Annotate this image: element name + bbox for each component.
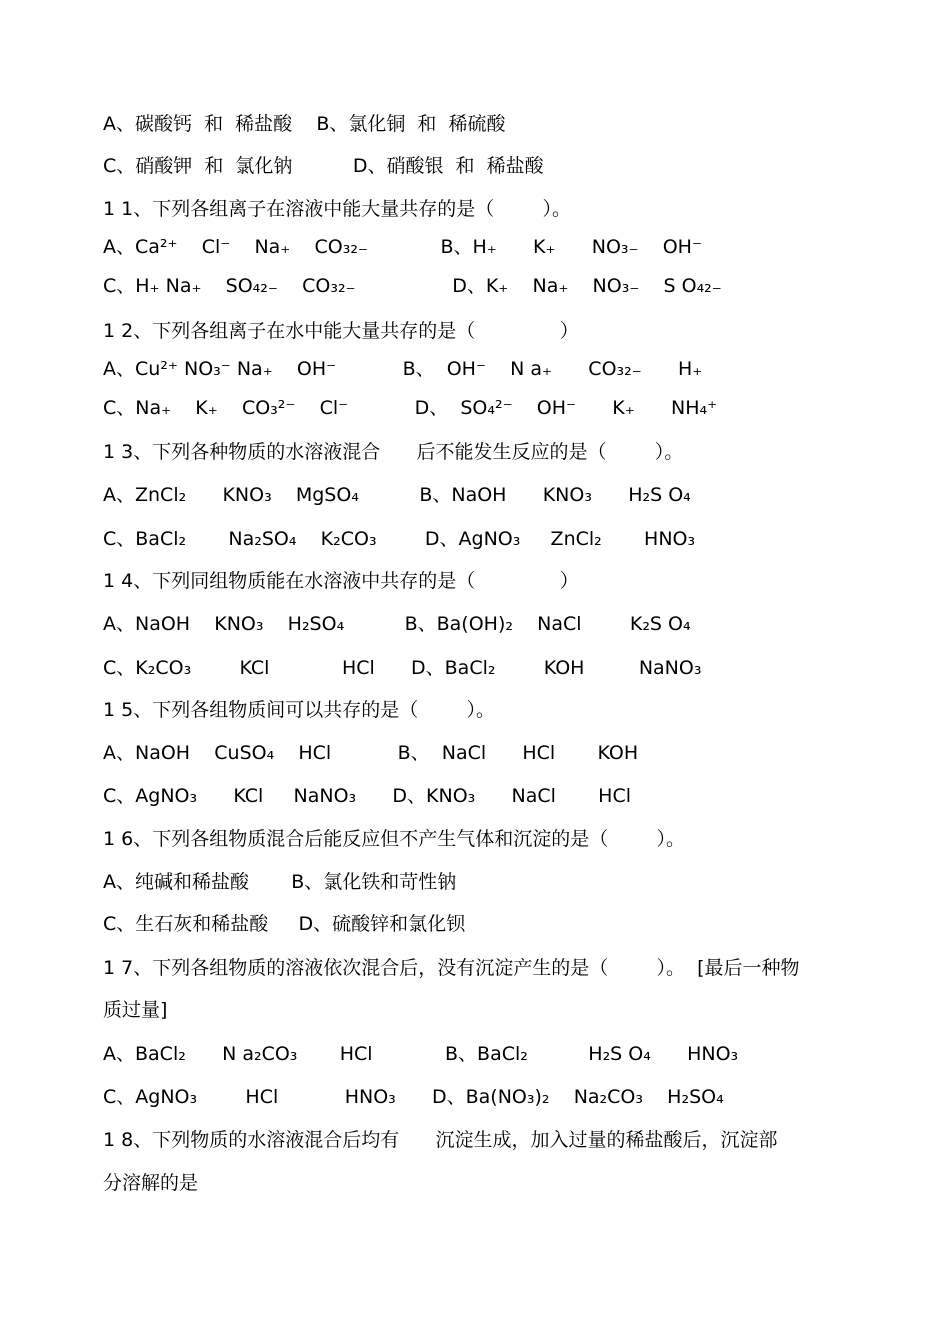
text-line: A、NaOH KNO₃ H₂SO₄ B、Ba(OH)₂ NaCl K₂S O₄ — [103, 613, 691, 635]
question-11: 1 1、下列各组离子在溶液中能大量共存的是（ ）。 — [103, 198, 572, 220]
question-17: 1 7、下列各组物质的溶液依次混合后，没有沉淀产生的是（ ）。 [最后一种物 — [103, 957, 800, 979]
text-line: C、AgNO₃ KCl NaNO₃ D、KNO₃ NaCl HCl — [103, 785, 632, 807]
text-line: A、ZnCl₂ KNO₃ MgSO₄ B、NaOH KNO₃ H₂S O₄ — [103, 484, 691, 506]
text-line: C、生石灰和稀盐酸 D、硫酸锌和氯化钡 — [103, 913, 466, 935]
text-line: C、Na₊ K₊ CO₃²⁻ Cl⁻ D、 SO₄²⁻ OH⁻ K₊ NH₄⁺ — [103, 397, 718, 419]
text-line: 质过量] — [103, 999, 168, 1021]
question-13: 1 3、下列各种物质的水溶液混合 后不能发生反应的是（ ）。 — [103, 441, 684, 463]
text-line: C、AgNO₃ HCl HNO₃ D、Ba(NO₃)₂ Na₂CO₃ H₂SO₄ — [103, 1086, 724, 1108]
text-line: A、碳酸钙 和 稀盐酸 B、氯化铜 和 稀硫酸 — [103, 113, 506, 135]
text-line: 分溶解的是 — [103, 1172, 199, 1194]
question-14: 1 4、下列同组物质能在水溶液中共存的是（ ） — [103, 570, 579, 592]
question-12: 1 2、下列各组离子在水中能大量共存的是（ ） — [103, 320, 579, 342]
text-line: C、H₊ Na₊ SO₄₂₋ CO₃₂₋ D、K₊ Na₊ NO₃₋ S O₄₂₋ — [103, 275, 722, 297]
text-line: C、硝酸钾 和 氯化钠 D、硝酸银 和 稀盐酸 — [103, 155, 544, 177]
text-line: A、纯碱和稀盐酸 B、氯化铁和苛性钠 — [103, 871, 457, 893]
text-line: A、BaCl₂ N a₂CO₃ HCl B、BaCl₂ H₂S O₄ HNO₃ — [103, 1043, 739, 1065]
text-line: C、K₂CO₃ KCl HCl D、BaCl₂ KOH NaNO₃ — [103, 657, 702, 679]
text-line: A、Ca²⁺ Cl⁻ Na₊ CO₃₂₋ B、H₊ K₊ NO₃₋ OH⁻ — [103, 236, 703, 258]
question-16: 1 6、下列各组物质混合后能反应但不产生气体和沉淀的是（ ）。 — [103, 828, 686, 850]
text-line: A、Cu²⁺ NO₃⁻ Na₊ OH⁻ B、 OH⁻ N a₊ CO₃₂₋ H₊ — [103, 358, 703, 380]
text-line: A、NaOH CuSO₄ HCl B、 NaCl HCl KOH — [103, 742, 639, 764]
question-18: 1 8、下列物质的水溶液混合后均有 沉淀生成，加入过量的稀盐酸后，沉淀部 — [103, 1129, 778, 1151]
question-15: 1 5、下列各组物质间可以共存的是（ ）。 — [103, 699, 496, 721]
text-line: C、BaCl₂ Na₂SO₄ K₂CO₃ D、AgNO₃ ZnCl₂ HNO₃ — [103, 528, 696, 550]
